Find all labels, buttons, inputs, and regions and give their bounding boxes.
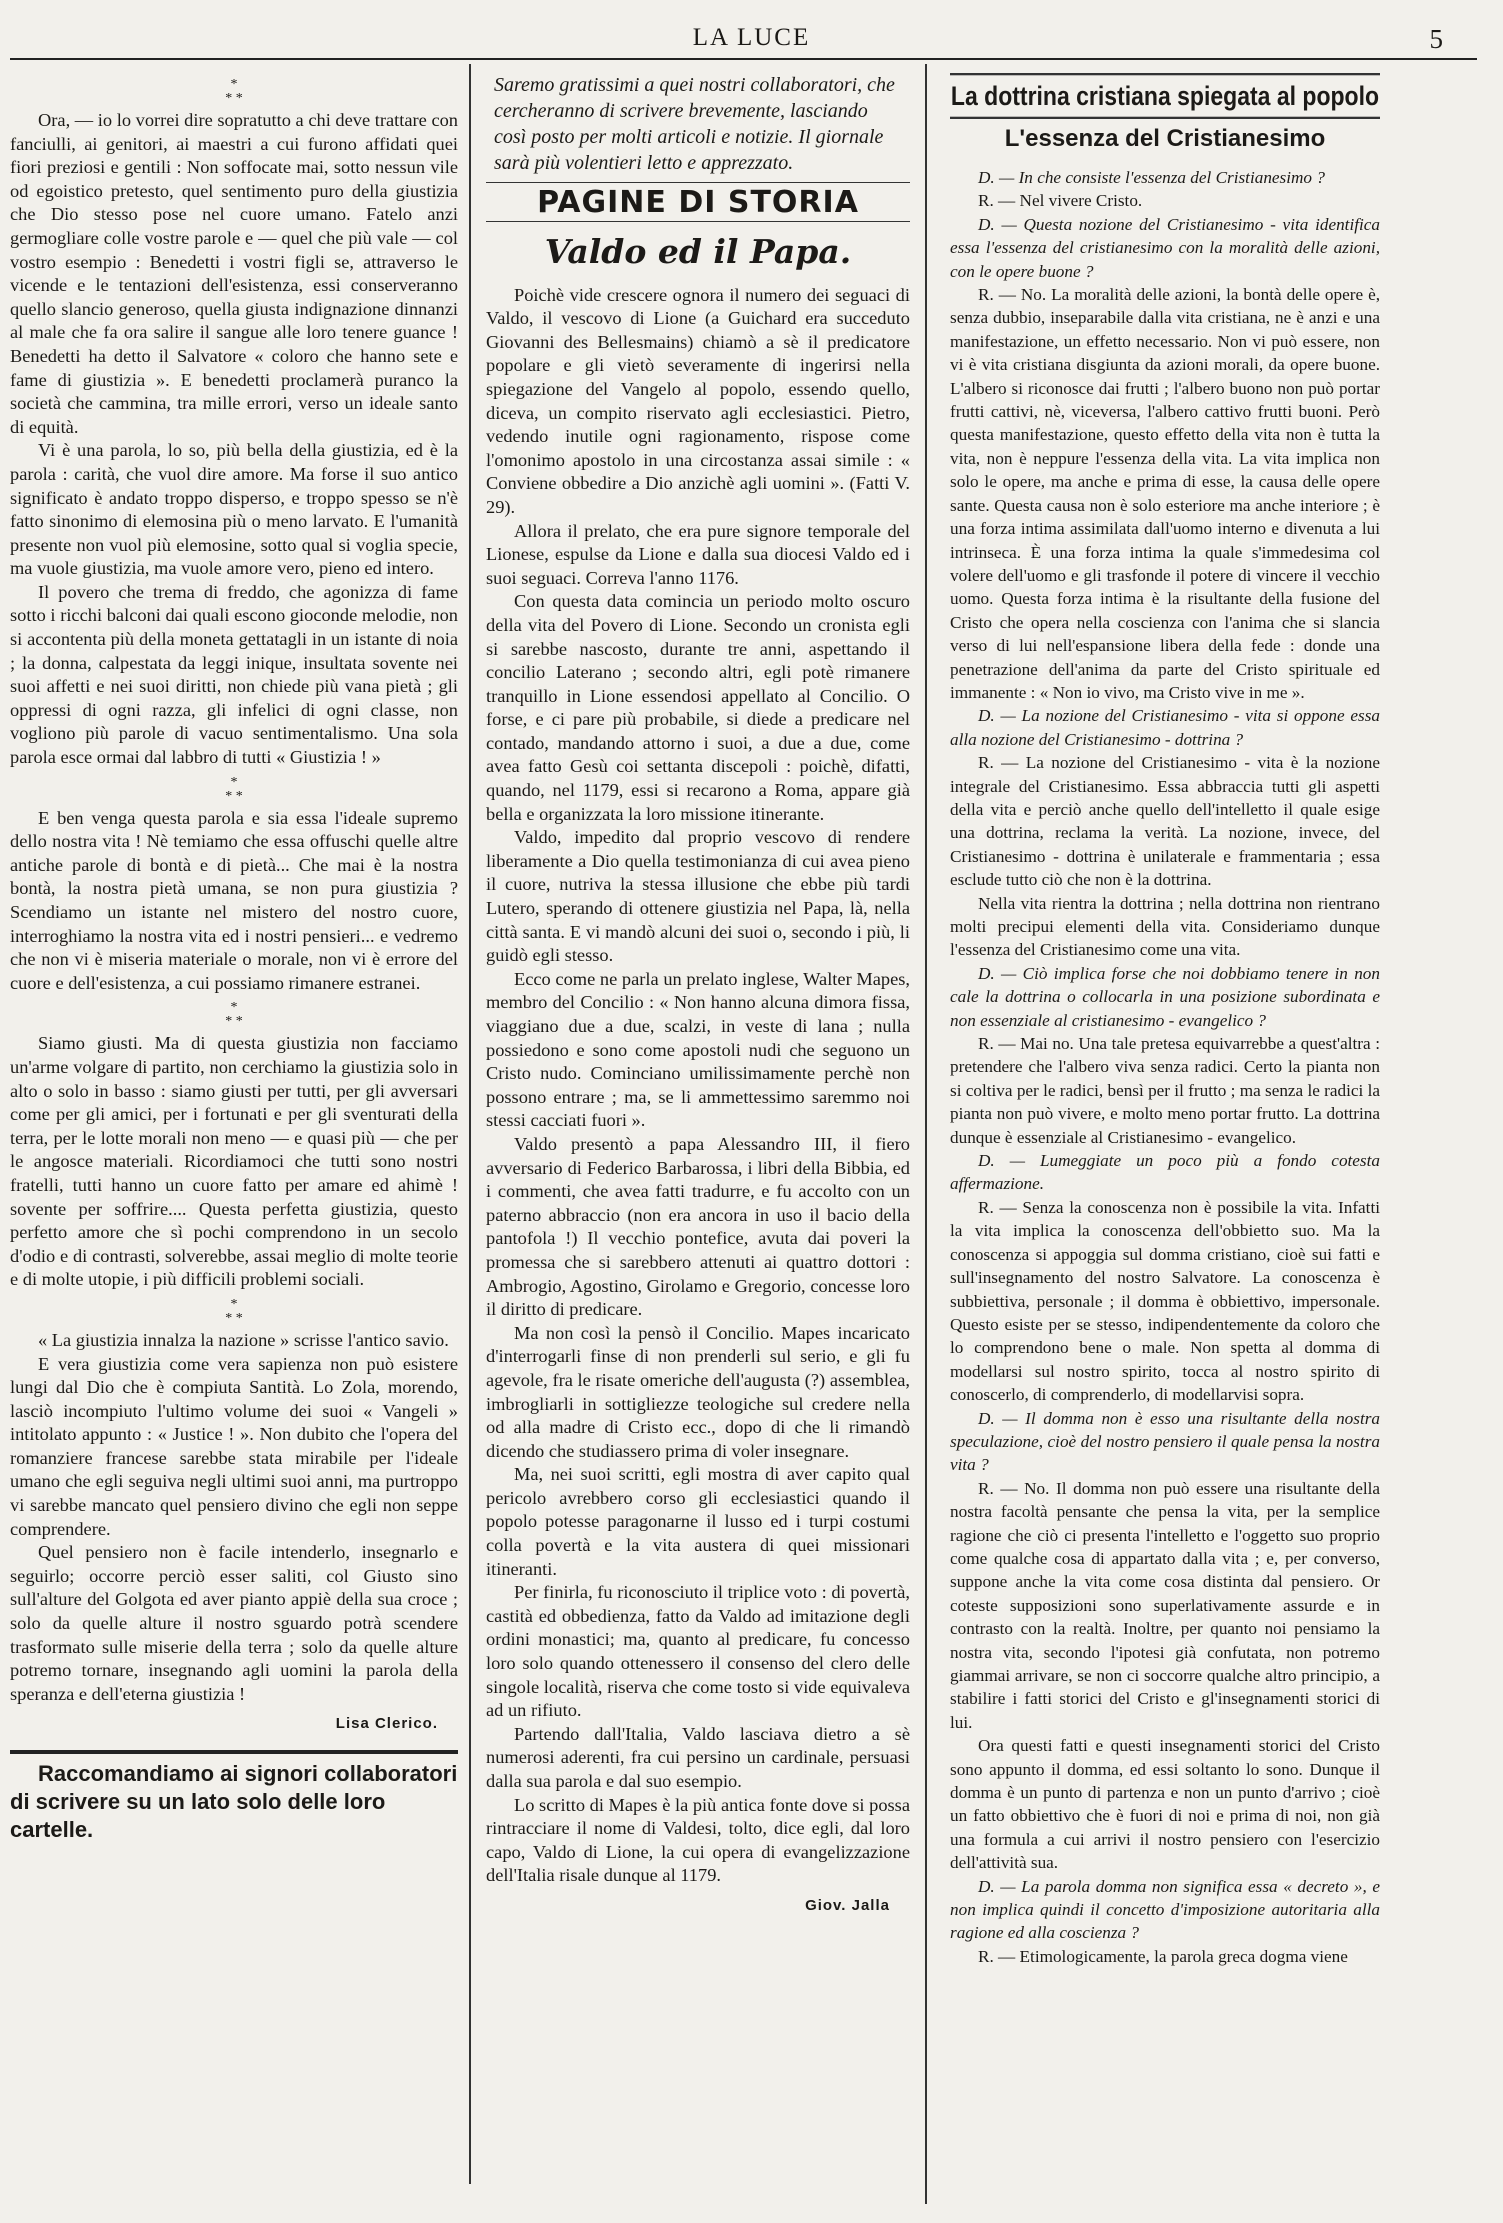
question: D. — Il domma non è esso una risultante della nostra speculazione, cioè del nostro pensiero il quale pensa la nostra vita ? [950, 1408, 1380, 1475]
answer: Ora questi fatti e questi insegnamenti storici del Cristo sono appunto il domma, ed essi soltanto lo sono. Dunque il domma è un punto di partenza e non un punto d'arrivo ; cioè un fatto obbiettivo che è fuori di noi e prima di noi, non già una formula a cui arrivi il nostro pensiero con l'esercizio dell'attività sua. [950, 1736, 1380, 1873]
author-signature: Giov. Jalla [805, 1896, 890, 1914]
answer: R. — Mai no. Una tale pretesa equivarrebbe a quest'altra : pretendere che l'albero viva senza radici. Certo la pianta non si coltiva per le radici, bensì per il frutto ; ma senza le radici la pianta non può vivere, e molto meno portar frutto. La dottrina dunque è essenziale al Cristianesimo - evangelico. [950, 1034, 1380, 1147]
answer: Nella vita rientra la dottrina ; nella dottrina non rientrano molti precipui elementi della vita. Consideriamo dunque l'essenza del Cristianesimo come una vita. [950, 893, 1380, 960]
paragraph: Ecco come ne parla un prelato inglese, Walter Mapes, membro del Concilio : « Non hanno alcuna dimora fissa, viaggiano due a due, scalzi, in veste di lana ; nulla possiedono e sono come apostoli nudi che seguono un Cristo nudo. Cominciano umilissimamente perchè non possono entrare ; ma, se li ammettessimo saremmo noi stessi cacciati fuori ». [486, 968, 910, 1131]
paragraph: Siamo giusti. Ma di questa giustizia non facciamo un'arme volgare di partito, non cerchiamo la giustizia solo in alto o solo in basso : siamo giusti per tutti, per gli avversari come per gli amici, per i fortunati e per gli sventurati della terra, per le lotte morali non meno — e quasi più — che per le angosce materiali. Ricordiamoci che tutti sono nostri fratelli, tutti hanno un cuore fatto per amare ed ahimè ! sovente per soffrire.... Questa perfetta giustizia, questo perfetto amore che sì pochi comprendono in un secolo d'odio e di contrasti, solverebbe, assai meglio di molte teorie e di molte utopie, i più difficili problemi sociali. [10, 1033, 458, 1290]
section-asterisks: * * * [225, 774, 243, 804]
catechism-subtitle: L'essenza del Cristianesimo [1004, 125, 1326, 152]
question: D. — La parola domma non significa essa « decreto », e non implica quindi il concetto d'imposizione autoritaria alla ragione ed alla coscienza ? [950, 1876, 1380, 1943]
paragraph: Valdo, impedito dal proprio vescovo di rendere liberamente a Dio quella testimonianza di cui avea pieno il cuore, nutriva la stessa illusione che ebbe più tardi Lutero, sperando di ottenere giustizia nel Papa, là, nella città santa. E vi mandò alcuni dei suoi o, secondo i più, li guidò egli stesso. [486, 827, 910, 966]
paragraph: Valdo presentò a papa Alessandro III, il fiero avversario di Federico Barbarossa, i libri della Bibbia, ed i commenti, che avea fatti tradurre, e fu accolto con un paterno abbraccio (non era ancora in uso il bacio della pantofola !) Il vecchio pontefice, avuta dai poveri la promessa che si sarebbero attenuti ai quattro dottori : Ambrogio, Agostino, Girolamo e Gregorio, concesse loro il diritto di predicare. [486, 1133, 910, 1320]
section-asterisks: * * * [225, 1000, 243, 1030]
catechism-title: La dottrina cristiana spiegata al popolo [950, 73, 1380, 119]
question: D. — La nozione del Cristianesimo - vita si oppone essa alla nozione del Cristianesimo - dottrina ? [950, 706, 1380, 749]
column-3 [950, 72, 1380, 1968]
answer: R. — Senza la conoscenza non è possibile la vita. Infatti la vita implica la conoscenza dell'obbietto suo. Ma la conoscenza si appoggia sul domma cristiano, cioè sui fatti e sull'insegnamento del nostro Salvatore. La conoscenza è subbiettiva, personale ; il domma è obbiettivo, impersonale. Questo esiste per se stesso, indipendentemente da coloro che lo comprendono bene o male. Non spetta al domma di modellarsi sul nostro spirito, tocca al nostro spirito di conoscerlo, di comprenderlo, di modellarvisi sopra. [950, 1197, 1380, 1405]
heavy-rule [10, 1750, 458, 1754]
question: D. — Questa nozione del Cristianesimo - vita identifica essa l'essenza del cristianesimo con la moralità delle azioni, con le opere buone ? [950, 214, 1380, 281]
paragraph: Poichè vide crescere ognora il numero dei seguaci di Valdo, il vescovo di Lione (a Guichard era succeduto Giovanni des Bellesmains) chiamò a sè il predicatore popolare e gli vietò severamente di ingerirsi nella spiegazione del Vangelo al popolo, essendo quello, diceva, un compito riservato agli ecclesiastici. Pietro, vedendo inutile ogni ragionamento, rispose come l'omonimo apostolo in una circostanza assai simile : « Conviene obbedire a Dio anzichè agli uomini ». (Fatti V. 29). [486, 284, 910, 517]
header-rule [10, 58, 1477, 60]
paragraph: Vi è una parola, lo so, più bella della giustizia, ed è la parola : carità, che vuol dire amore. Ma forse il suo antico significato è andato troppo disperso, e troppo spesso se n'è fatto sinonimo di elemosina più o meno larvato. E l'umanità presente non vuol più elemosine, sotto qual si voglia specie, ma vuole giustizia, ma vuole amore vero, pieno ed intero. [10, 440, 458, 579]
column-divider [469, 64, 471, 2184]
column-1 [10, 72, 458, 1844]
editorial-notice: Saremo gratissimi a quei nostri collaboratori, che cercheranno di scrivere brevemente, lasciando così posto per molti articoli e notizie. Il giornale sarà più volentieri letto e apprezzato. [494, 74, 895, 174]
paragraph: Allora il prelato, che era pure signore temporale del Lionese, espulse da Lione e dalla sua diocesi Valdo ed i suoi seguaci. Correva l'anno 1176. [486, 520, 910, 588]
page-header [0, 24, 1503, 58]
answer: R. — Nel vivere Cristo. [978, 191, 1143, 211]
article-title: Valdo ed il Papa. [544, 231, 852, 271]
paragraph: Ma non così la pensò il Concilio. Mapes incaricato d'interrogarli finse di non prenderli sul serio, e gli fu agevole, fra le risate omeriche dell'augusta (?) assemblea, imbrogliarli in sottigliezze teologiche sul credere nella od alla madre di Cristo ecc., dopo di che li rimandò dicendo che studiassero prima di voler insegnare. [486, 1322, 910, 1461]
question: D. — Ciò implica forse che noi dobbiamo tenere in non cale la dottrina o collocarla in una posizione subordinata e non essenziale al cristianesimo - evangelico ? [950, 963, 1380, 1030]
section-rule [486, 221, 910, 222]
paragraph: Per finirla, fu riconosciuto il triplice voto : di povertà, castità ed obbedienza, fatto da Valdo ad imitazione degli ordini monastici; ma, quanto al predicare, fu concesso loro solo quando ottenessero il consenso del clero delle singole località, riserva che come tosto si vide equivaleva ad un rifiuto. [486, 1582, 910, 1721]
editorial-note: Raccomandiamo ai signori collaboratori di scrivere su un lato solo delle loro cartelle. [10, 1761, 458, 1842]
paragraph: E ben venga questa parola e sia essa l'ideale supremo dello nostra vita ! Nè temiamo che essa offuschi quelle altre antiche parole di bontà e di pietà... Che mai è la nostra bontà, la nostra pietà umana, se non pura giustizia ? Scendiamo un istante nel mistero del nostro cuore, interroghiamo la nostra vita ed i nostri pensieri... e vedremo che non vi è miseria materiale o morale, non vi è errore del cuore e dell'esistenza, a cui possiamo rimanere estranei. [10, 807, 458, 993]
qa-list [950, 166, 1380, 1968]
section-heading: PAGINE DI STORIA [537, 185, 859, 220]
paragraph: Partendo dall'Italia, Valdo lasciava dietro a sè numerosi aderenti, fra cui persino un cardinale, persuasi dalla sua parola e dal suo esempio. [486, 1723, 910, 1791]
section-asterisks: * * * [225, 1296, 243, 1326]
paragraph: Il povero che trema di freddo, che agonizza di fame sotto i ricchi balconi dai quali escono gioconde melodie, non si accontenta più della moneta gettatagli in un istante di noia ; la donna, calpestata da leggi inique, insultata sovente nei suoi affetti e nei suoi diritti, non chiede più vana pietà ; gli oppressi di ogni razza, gli infelici di ogni classe, non vogliono più parole di vacuo sentimentalismo. Una sola parola esce ormai dal labbro di tutti « Giustizia ! » [10, 581, 458, 768]
newspaper-title: LA LUCE [692, 24, 811, 51]
paragraph: Ora, — io lo vorrei dire sopratutto a chi deve trattare con fanciulli, ai genitori, ai maestri a cui furono affidati quei fiori preziosi e gentili : Non soffocate mai, sotto nessun vile od egoistico pretesto, quel sentimento puro della giustizia che Dio stesso pose nel cuore umano. Fatelo anzi germogliare colle vostre parole e — quel che più vale — col vostro esempio : Benedetti i vostri figli se, attraverso le vicende e le tentazioni dell'esistenza, essi conserveranno quello slancio generoso, quella giusta indignazione dinnanzi al male che fa ora salire il sangue alle loro tenere guance ! Benedetti ha detto il Salvatore « coloro che hanno sete e fame di giustizia ». E benedetti proclamerà puranco la società che cammina, tra mille errori, verso un ideale santo di equità. [10, 110, 458, 437]
paragraph: Con questa data comincia un periodo molto oscuro della vita del Povero di Lione. Secondo un cronista egli si sarebbe nascosto, durante tre anni, aspettando il concilio Laterano ; secondo altri, egli potè rimanere tranquillo in Lione essendosi appellato al Concilio. O forse, e ci pare più probabile, si diede a predicare nel contado, mandando attorno i suoi, a due a due, come avea fatto Gesù coi settanta discepoli : poichè, difatti, quando, nel 1179, essi si recarono a Roma, appare già bella e organizzata la loro missione itinerante. [486, 591, 910, 824]
paragraph: « La giustizia innalza la nazione » scrisse l'antico savio. [38, 1329, 449, 1350]
column-2 [486, 72, 910, 1918]
section-asterisks: * * * [225, 77, 243, 106]
author-signature: Lisa Clerico. [335, 1715, 438, 1733]
section-rule [486, 182, 910, 183]
paragraph: Ma, nei suoi scritti, egli mostra di aver capito qual pericolo avrebbero corso gli ecclesiastici quando il popolo potesse paragonarne il lusso ed i turpi costumi colla povertà e la vita austera di quei missionari itineranti. [486, 1464, 910, 1579]
answer: R. — No. Il domma non può essere una risultante della nostra facoltà pensante che pensa la vita, per la semplice ragione che ciò ci presenta l'intelletto e l'oggetto suo proprio come qualche cosa di appartato dalla vita ; e, per converso, suppone anche la vita come cosa distinta dal pensiero. Or coteste supposizioni sono superlativamente assurde e in contrasto con la realtà. Inoltre, per quanto noi pensiamo la nostra vita, secondo l'ipotesi già confutata, non potremo giammai arrivare, se non ci soccorre qualche altro principio, a stabilire i fatti storici del Cristo e gl'insegnamenti storici di lui. [950, 1478, 1380, 1732]
paragraph: Lo scritto di Mapes è la più antica fonte dove si possa rintracciare il nome di Valdesi, tolto, dice egli, dal loro capo, Valdo di Lione, la cui opera di evangelizzazione dell'Italia risale dunque al 1179. [486, 1794, 910, 1886]
answer: R. — La nozione del Cristianesimo - vita è la nozione integrale del Cristianesimo. Essa abbraccia tutti gli aspetti della vita e perciò anche quello dell'intelletto il quale esige una dottrina, reclama la verità. La nozione, invece, del Cristianesimo - dottrina è unilaterale e frammentaria ; essa esclude tutto ciò che non è la dottrina. [950, 753, 1380, 890]
question: D. — In che consiste l'essenza del Cristianesimo ? [978, 168, 1325, 187]
question: D. — Lumeggiate un poco più a fondo cotesta affermazione. [950, 1151, 1380, 1194]
paragraph: Quel pensiero non è facile intenderlo, insegnarlo e seguirlo; occorre perciò esser saliti, col Giusto sino sull'alture del Golgota ed aver pianto appiè della sua croce ; solo da quelle alture il nostro sguardo potrà scendere trasformato sulle miserie della terra ; solo da quelle alture potremo tornare, insegnando agli uomini la parola della speranza e dell'eterna giustizia ! [10, 1542, 458, 1704]
paragraph: E vera giustizia come vera sapienza non può esistere lungi dal Dio che è compiuta Santità. Lo Zola, morendo, lasciò incompiuto l'ultimo volume dei suoi « Vangeli » intitolato appunto : « Justice ! ». Non dubito che l'opera del romanziere francese sarebbe stata mirabile per l'ideale umano che egli seguiva negli ultimi suoi anni, ma purtroppo vi sarebbe mancato quel pensiero divino che egli non seppe comprendere. [10, 1353, 458, 1539]
page-number: 5 [1429, 24, 1443, 54]
column-divider [925, 64, 927, 2204]
answer: R. — Etimologicamente, la parola greca dogma viene [978, 1946, 1348, 1966]
answer: R. — No. La moralità delle azioni, la bontà delle opere è, senza dubbio, inseparabile dalla vita cristiana, ne è anzi e una manifestazione, un effetto necessario. Non vi può essere, non vi è vita cristiana disgiunta da azioni morali, da opere buone. L'albero si riconosce dai frutti ; l'albero buono non può portar frutti cattivi, nè, viceversa, l'albero cattivo frutti buoni. Però questa manifestazione, questo effetto della vita non è tutta la vita, non è neppure l'essenza della vita. La vita implica non solo le opere, ma anche e prima di esse, la causa delle opere sante. Questa causa non è solo esteriore ma anche interiore ; è una forza intima assimilata dall'uomo interno e divenuta a lui intrinseca. È una forza intima la quale s'immedesima col volere dell'uomo e gli trasfonde il potere di vincere il vecchio uomo. Questa forza intima è la risultante della fusione del Cristo che opera nella coscienza con l'anima che si slancia verso di lui nell'espansione libera della fede : donde una penetrazione dell'anima da parte del Cristo spirituale ed immanente : « Non io vivo, ma Cristo vive in me ». [950, 285, 1380, 702]
